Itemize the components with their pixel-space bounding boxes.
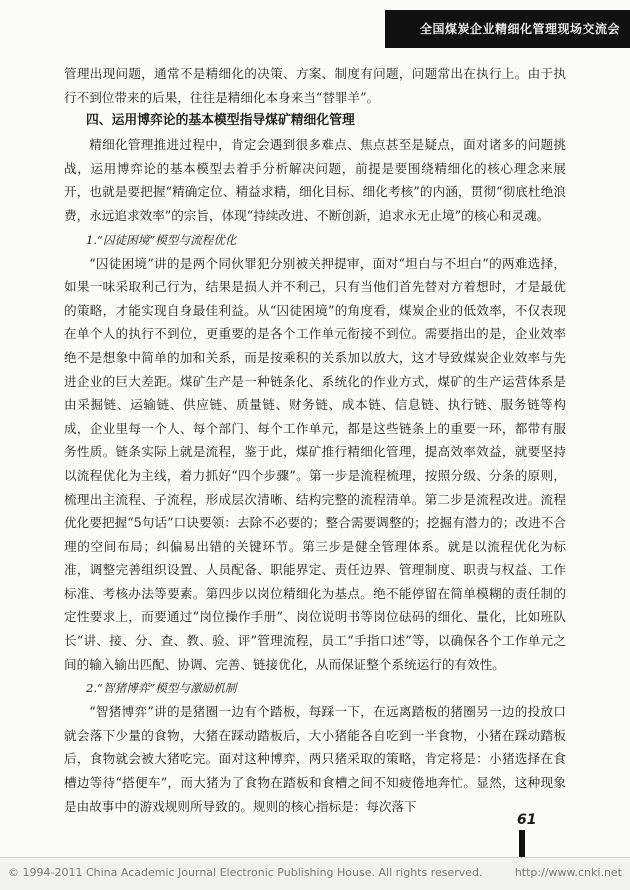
paragraph: “囚徒困境”讲的是两个同伙罪犯分别被关押提审，面对“坦白与不坦白”的两难选择，如果一味采取利己行为，结果是损人并不利己，只有当他们首先替对方着想时，才是最优的策略，才能实现自身最佳利益。从“囚徒困境”的角度看，煤炭企业的低效率，不仅表现在单个人的执行不到位，更重要的是各个工作单元衔接不到位。需要指出的是，企业效率绝不是想象中简单的加和关系，而是按乘积的关系加以放大，这才导致煤炭企业效率与先进企业的巨大差距。煤矿生产是一种链条化、系统化的作业方式，煤矿的生产运营体系是由采掘链、运输链、供应链、质量链、财务链、成本链、信息链、执行链、服务链等构成，企业里每一个人、每个部门、每个工作单元，都是这些链条上的重要一环，都带有服务性质。链条实际上就是流程，鉴于此，煤矿推行精细化管理，提高效率效益，就要坚持以流程优化为主线，着力抓好“四个步骤”。第一步是流程梳理，按照分级、分条的原则，梳理出主流程、子流程，形成层次清晰、结构完整的流程清单。第二步是流程改进。流程优化要把握“5句话”口诀要领：去除不必要的；整合需要调整的；挖掘有潜力的；改进不合理的空间布局；纠偏易出错的关键环节。第三步是健全管理体系。就是以流程优化为标准，调整完善组织设置、人员配备、职能界定、责任边界、管理制度、职责与权益、工作标准、考核办法等要素。第四步以岗位精细化为基点。绝不能停留在简单模糊的责任制的定性要求上，而要通过“岗位操作手册”、岗位说明书等岗位砝码的细化、量化，比如班队长“讲、接、分、查、教、验、评”管理流程，员工“手指口述”等，以确保各个工作单元之间的输入输出匹配、协调、完善、链接优化，从而保证整个系统运行的有效性。: [64, 255, 566, 672]
paragraph: “智猪博弈”讲的是猪圈一边有个踏板，每踩一下，在远离踏板的猪圈另一边的投放口就会落下少量的食物，大猪在踩动踏板后，大小猪能各自吃到一半食物，小猪在踩动踏板后，食物就会被大猪吃完。面对这种博弈，两只猪采取的策略，肯定将是：小猪选择在食槽边等待“搭便车”，而大猪为了食物在踏板和食槽之间不知疲倦地奔忙。显然，这种现象是由故事中的游戏规则所导致的。规则的核心指标是：每次落下: [64, 704, 566, 814]
running-header: [385, 10, 630, 48]
running-header-title: 全国煤炭企业精细化管理现场交流会: [419, 22, 620, 36]
section-heading: 四、运用博弈论的基本模型指导煤矿精细化管理: [86, 113, 355, 129]
footer-copyright: © 1994-2011 China Academic Journal Electronic Publishing House. All rights reserved.: [8, 866, 483, 879]
subsection-heading: 1.“囚徒困境”模型与流程优化: [86, 232, 237, 247]
page-number: 61: [517, 812, 537, 828]
footer-url[interactable]: http://www.cnki.net: [514, 866, 622, 879]
subsection-heading: 2.“智猪博弈”模型与激励机制: [86, 681, 237, 696]
article-body: [64, 62, 566, 818]
page-number-bar: [519, 830, 525, 858]
paragraph: 管理出现问题，通常不是精细化的决策、方案、制度有问题，问题常出在执行上。由于执行不到位带来的后果，往往是精细化本身来当“替罪羊”。: [64, 66, 566, 105]
paragraph: 精细化管理推进过程中，肯定会遇到很多难点、焦点甚至是疑点，面对诸多的问题挑战，运用博弈论的基本模型去着手分析解决问题，前提是要围绕精细化的核心理念来展开，也就是要把握“精确定位、精益求精，细化目标、细化考核”的内涵，贯彻“彻底杜绝浪费，永远追求效率”的宗旨，体现“持续改进、不断创新，追求永无止境”的核心和灵魂。: [64, 137, 566, 223]
footer: [0, 857, 630, 890]
